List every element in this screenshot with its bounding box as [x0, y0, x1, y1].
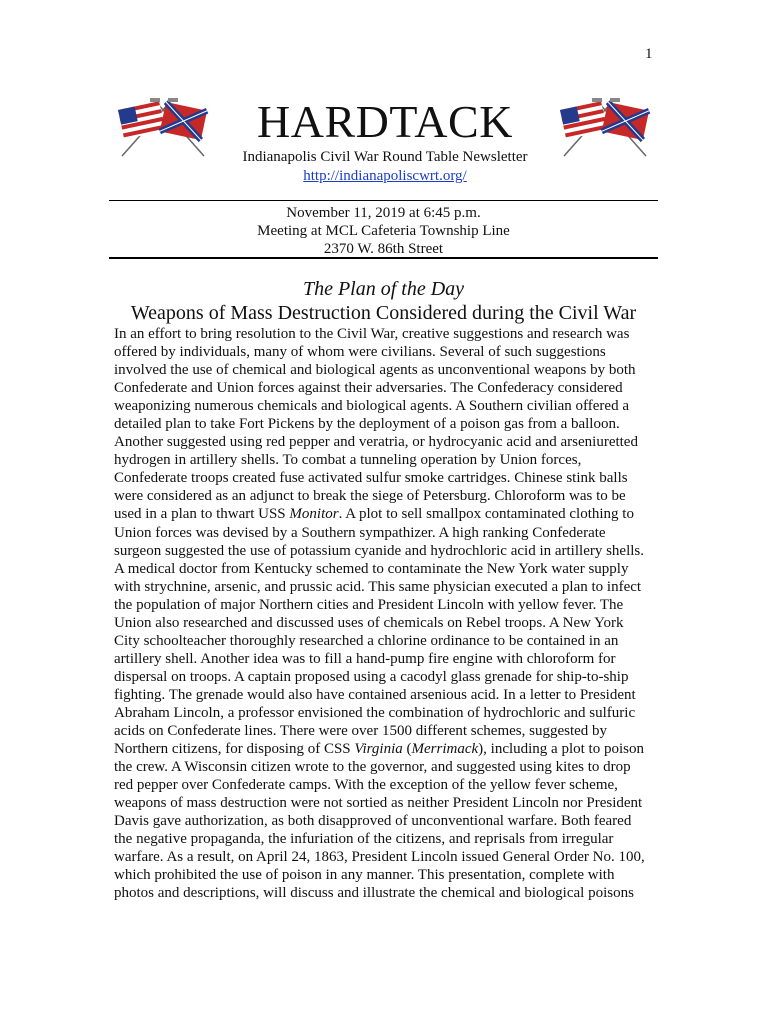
body-text: detailed plan to take Fort Pickens by the deployment of a poison gas from a balloon. — [114, 416, 620, 433]
meeting-date: November 11, 2019 at 6:45 p.m. — [286, 205, 481, 221]
website-link[interactable]: http://indianapoliscwrt.org/ — [303, 168, 467, 184]
article-line — [114, 740, 674, 758]
italic-text: Monitor — [289, 506, 339, 523]
body-text: with strychnine, arsenic, and prussic acid. This same physician executed a plan to infect — [114, 578, 642, 595]
article-line — [114, 794, 674, 812]
article-line — [114, 866, 674, 884]
body-text: used in a plan to thwart USS — [114, 506, 290, 523]
body-text: Northern citizens, for disposing of CSS — [114, 741, 355, 758]
article-line — [114, 686, 674, 704]
body-text: fighting. The grenade would also have contained arsenious acid. In a letter to President — [114, 686, 636, 703]
body-text: offered by individuals, many of whom were civilians. Several of such suggestions — [114, 344, 606, 361]
divider — [109, 257, 658, 259]
article-line — [114, 451, 674, 469]
article-line — [114, 379, 674, 397]
body-text: the crew. A Wisconsin citizen wrote to the governor, and suggested using kites to drop — [114, 759, 631, 776]
body-text: the negative propaganda, the infuriation of the citizens, and reprisals from irregular — [114, 831, 614, 848]
article-line — [114, 343, 674, 361]
body-text: Davis gave authorization, as both disapproved of unconventional warfare. Both feared — [114, 813, 632, 830]
article-line — [114, 884, 674, 902]
body-text: weapons of mass destruction were not sortied as neither President Lincoln nor President — [114, 795, 643, 812]
body-text: Union forces was devised by a Southern sympathizer. A high ranking Confederate — [114, 524, 606, 541]
article-line — [114, 632, 674, 650]
body-text: red pepper over Confederate camps. With the exception of the yellow fever scheme, — [114, 777, 618, 794]
newsletter-subtitle: Indianapolis Civil War Round Table Newsletter — [242, 149, 528, 165]
meeting-info — [109, 204, 658, 258]
body-text: weaponizing numerous chemicals and biological agents. A Southern civilian offered a — [114, 398, 629, 415]
article-line — [114, 469, 674, 487]
body-text: A medical doctor from Kentucky schemed to contaminate the New York water supply — [114, 560, 629, 577]
article-line — [114, 524, 674, 542]
article-line — [114, 830, 674, 848]
body-text: acids on Confederate lines. There were over 1500 different schemes, suggested by — [114, 723, 608, 740]
italic-text: Virginia — [354, 741, 403, 758]
article-line — [114, 722, 674, 740]
body-text: Another suggested using red pepper and veratria, or hydrocyanic acid and arseniuretted — [114, 434, 638, 451]
article-line — [114, 415, 674, 433]
page-number: 1 — [645, 46, 653, 62]
article-line — [114, 397, 674, 415]
article-line — [114, 704, 674, 722]
body-text: Union also researched and discussed uses of chemicals on Rebel troops. A New York — [114, 614, 624, 631]
body-text: photos and descriptions, will discuss and illustrate the chemical and biological poisons — [114, 885, 634, 902]
article-line — [114, 776, 674, 794]
divider — [109, 200, 658, 201]
body-text: Confederate troops created fuse activated sulfur smoke cartridges. Chinese stink balls — [114, 470, 628, 487]
body-text: which prohibited the use of poison in any manner. This presentation, complete with — [114, 867, 615, 884]
body-text: artillery shell. Another idea was to fill a hand-pump fire engine with chloroform for — [114, 650, 616, 667]
meeting-address: 2370 W. 86th Street — [323, 241, 444, 257]
body-text: surgeon suggested the use of potassium cyanide and hydrochloric acid in artillery shells. — [114, 542, 645, 559]
article-line — [114, 361, 674, 379]
body-text: Confederate and Union forces against their adversaries. The Confederacy considered — [114, 380, 623, 397]
article-line — [114, 505, 674, 523]
body-text: involved the use of chemical and biological agents as unconventional weapons by both — [114, 362, 636, 379]
body-text: In an effort to bring resolution to the Civil War, creative suggestions and research was — [114, 326, 630, 342]
body-text: warfare. As a result, on April 24, 1863, President Lincoln issued General Order No. 100, — [114, 849, 645, 866]
article-body — [114, 325, 674, 903]
article-line — [114, 596, 674, 614]
body-text: City schoolteacher thoroughly researched a chlorine ordinance to be contained in an — [114, 632, 619, 649]
newsletter-title: HARDTACK — [257, 96, 513, 147]
article-line — [114, 848, 674, 866]
article-line — [114, 325, 674, 343]
body-text: dispersal on troops. A captain proposed using a cacodyl glass grenade for ship-to-ship — [114, 668, 629, 685]
article-title: Weapons of Mass Destruction Considered during the Civil War — [130, 302, 637, 324]
body-text: ), including a plot to poison — [478, 741, 644, 758]
body-text: were considered as an adjunct to break the siege of Petersburg. Chloroform was to be — [114, 488, 626, 505]
article-line — [114, 758, 674, 776]
article-line — [114, 560, 674, 578]
body-text: . A plot to sell smallpox contaminated clothing to — [338, 506, 634, 523]
body-text: the population of major Northern cities and President Lincoln with yellow fever. The — [114, 596, 624, 613]
article-line — [114, 650, 674, 668]
article-line — [114, 812, 674, 830]
italic-text: Merrimack — [411, 741, 479, 758]
body-text: hydrogen in artillery shells. To combat a tunneling operation by Union forces, — [114, 452, 582, 469]
meeting-location: Meeting at MCL Cafeteria Township Line — [257, 223, 510, 239]
article-line — [114, 578, 674, 596]
body-text: Abraham Lincoln, a professor envisioned the combination of hydrochloric and sulfuric — [114, 704, 636, 721]
article-line — [114, 542, 674, 560]
article-line — [114, 433, 674, 451]
section-title: The Plan of the Day — [302, 278, 465, 300]
article-line — [114, 487, 674, 505]
body-text: ( — [402, 741, 412, 758]
article-line — [114, 614, 674, 632]
article-line — [114, 668, 674, 686]
